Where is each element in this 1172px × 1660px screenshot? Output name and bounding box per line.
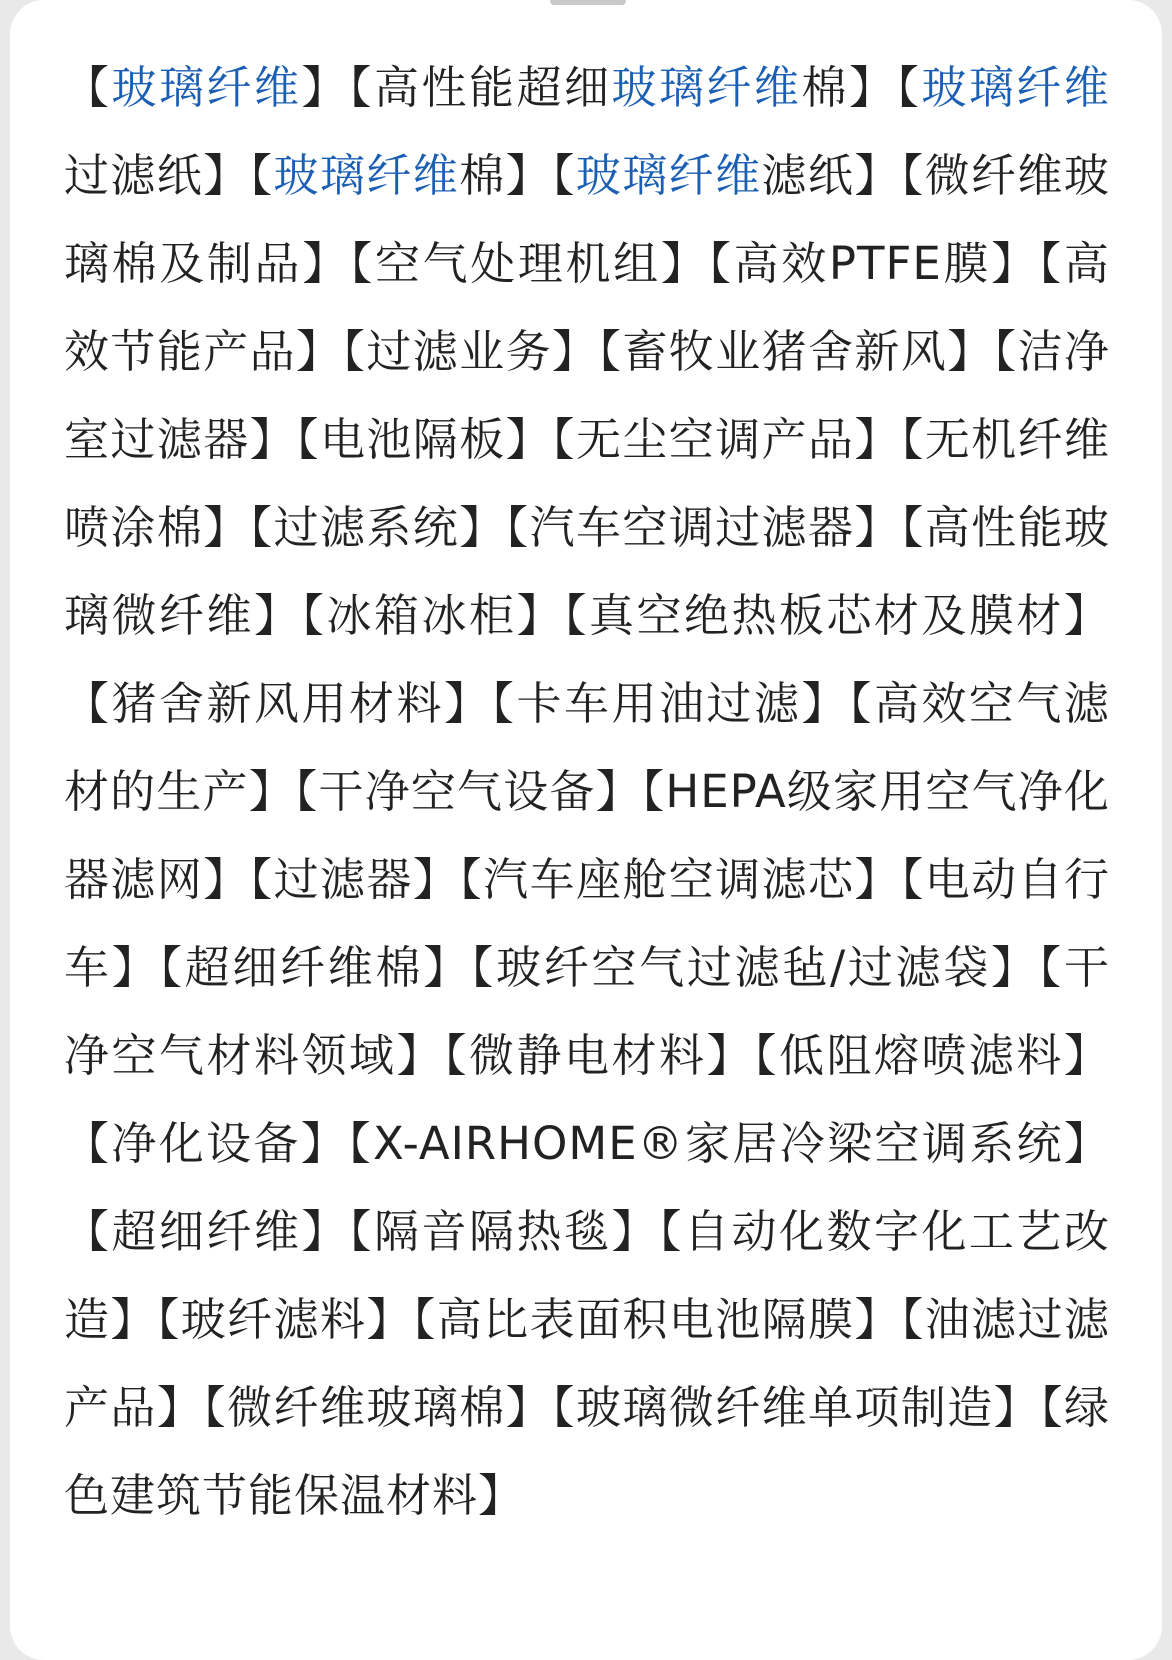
business-tag[interactable]: 【低阻熔喷滤料】 [753, 1029, 1110, 1082]
business-tag-list [64, 44, 1110, 1540]
business-tag[interactable]: 【玻璃微纤维单项制造】 [552, 1381, 1041, 1434]
tag-text: 洁净室过滤器 [64, 325, 1110, 466]
tag-text: 汽车空调过滤器 [529, 501, 855, 554]
tag-text: 棉 [459, 149, 506, 202]
tag-text: 卡车用油过滤 [516, 677, 802, 730]
bottom-sheet [10, 0, 1162, 1660]
business-tag[interactable]: 【洁净室过滤器】 [64, 325, 1110, 466]
business-tag[interactable]: 【真空绝热板芯材及膜材】 [563, 589, 1110, 642]
tag-text: 玻纤空气过滤毡/过滤袋 [496, 941, 992, 994]
business-tag[interactable]: 【汽车座舱空调滤芯】 [459, 853, 901, 906]
tag-text: 高性能玻璃微纤维 [64, 501, 1110, 642]
search-keyword-highlight: 玻璃纤维 [575, 149, 762, 202]
tag-text: 过滤系统 [273, 501, 460, 554]
business-tag[interactable]: 【隔音隔热毯】 [348, 1205, 659, 1258]
tag-text: 过滤业务 [366, 325, 553, 378]
business-tag[interactable]: 【自动化数字化工艺改造】 [64, 1205, 1110, 1346]
tag-text: 超细纤维 [111, 1205, 302, 1258]
tag-text: 隔音隔热毯 [373, 1205, 612, 1258]
business-tag[interactable]: 【微静电材料】 [443, 1029, 754, 1082]
business-tag[interactable]: 【超细纤维棉】 [159, 941, 471, 994]
tag-text: 电动自行车 [64, 853, 1110, 994]
tag-text: 过滤纸 [64, 149, 204, 202]
tag-text: 高比表面积电池隔膜 [436, 1293, 855, 1346]
business-tag[interactable]: 【高比表面积电池隔膜】 [412, 1293, 901, 1346]
tag-text: 滤纸 [761, 149, 855, 202]
tag-text: 真空绝热板芯材及膜材 [588, 589, 1064, 642]
business-tag[interactable]: 【冰箱冰柜】 [301, 589, 564, 642]
business-tag[interactable]: 【高效节能产品】 [64, 237, 1110, 378]
business-tag[interactable]: 【微纤维玻璃棉及制品】 [64, 149, 1110, 290]
tag-text: 空气处理机组 [374, 237, 661, 290]
business-tag[interactable]: 【高效空气滤材的生产】 [64, 677, 1110, 818]
tag-text: 猪舍新风用材料 [111, 677, 444, 730]
tag-text: X-AIRHOME®家居冷梁空调系统 [373, 1117, 1064, 1170]
business-tag[interactable]: 【玻璃纤维滤纸】 [551, 149, 901, 202]
business-tag[interactable]: 【空气处理机组】 [349, 237, 709, 290]
tag-text: 高性能超细 [373, 61, 612, 114]
business-tag[interactable]: 【无尘空调产品】 [552, 413, 901, 466]
tag-text: 棉 [801, 61, 849, 114]
business-tag[interactable]: 【玻璃纤维过滤纸】 [64, 61, 1110, 202]
business-tag[interactable]: 【玻璃纤维】 [64, 61, 349, 114]
tag-text: 高效PTFE膜 [733, 237, 992, 290]
business-tag[interactable]: 【玻纤滤料】 [156, 1293, 413, 1346]
business-tag[interactable]: 【超细纤维】 [64, 1205, 349, 1258]
business-tag[interactable]: 【畜牧业猪舍新风】 [598, 325, 994, 378]
search-keyword-highlight: 玻璃纤维 [111, 61, 302, 114]
business-tag[interactable]: 【油滤过滤产品】 [64, 1293, 1110, 1434]
tag-text: 油滤过滤产品 [64, 1293, 1110, 1434]
business-tag[interactable]: 【猪舍新风用材料】 [64, 677, 492, 730]
business-tag[interactable]: 【卡车用油过滤】 [491, 677, 849, 730]
tag-text: 玻纤滤料 [180, 1293, 367, 1346]
business-tag[interactable]: 【微纤维玻璃棉】 [203, 1381, 553, 1434]
tag-text: 过滤器 [273, 853, 413, 906]
business-tag[interactable]: 【绿色建筑节能保温材料】 [64, 1381, 1110, 1522]
tag-text: 电池隔板 [319, 413, 506, 466]
tag-text: 自动化数字化工艺改造 [64, 1205, 1110, 1346]
tag-text: 微纤维玻璃棉 [227, 1381, 506, 1434]
drag-handle[interactable] [550, 0, 626, 5]
business-tag[interactable]: 【无机纤维喷涂棉】 [64, 413, 1110, 554]
business-tag[interactable]: 【X-AIRHOME®家居冷梁空调系统】 [348, 1117, 1110, 1170]
business-tag[interactable]: 【电池隔板】 [296, 413, 553, 466]
business-tag[interactable]: 【汽车空调过滤器】 [505, 501, 901, 554]
tag-text: 超细纤维棉 [184, 941, 424, 994]
business-tag[interactable]: 【干净空气设备】 [294, 765, 642, 818]
tag-text: 高效空气滤材的生产 [64, 677, 1110, 818]
search-keyword-highlight: 玻璃纤维 [273, 149, 460, 202]
tag-text: 畜牧业猪舍新风 [622, 325, 948, 378]
tag-text: 微静电材料 [468, 1029, 707, 1082]
business-tag[interactable]: 【高性能超细玻璃纤维棉】 [348, 61, 897, 114]
tag-text: 净化设备 [111, 1117, 301, 1170]
tag-text: 干净空气设备 [318, 765, 596, 818]
business-tag[interactable]: 【电动自行车】 [64, 853, 1110, 994]
tag-text: 微纤维玻璃棉及制品 [64, 149, 1110, 290]
tag-text: 无尘空调产品 [575, 413, 855, 466]
business-tag[interactable]: 【高效PTFE膜】 [708, 237, 1039, 290]
tag-text: 汽车座舱空调滤芯 [483, 853, 855, 906]
tag-text: 冰箱冰柜 [326, 589, 517, 642]
business-tag[interactable]: 【净化设备】 [64, 1117, 349, 1170]
tag-text: 无机纤维喷涂棉 [64, 413, 1110, 554]
tag-text: 绿色建筑节能保温材料 [64, 1381, 1110, 1522]
tag-text: HEPA级家用空气净化器滤网 [64, 765, 1110, 906]
search-keyword-highlight: 玻璃纤维 [611, 61, 802, 114]
search-keyword-highlight: 玻璃纤维 [921, 61, 1110, 114]
business-tag[interactable]: 【HEPA级家用空气净化器滤网】 [64, 765, 1110, 906]
tag-text: 干净空气材料领域 [64, 941, 1110, 1082]
tag-text: 低阻熔喷滤料 [778, 1029, 1064, 1082]
business-tag[interactable]: 【玻纤空气过滤毡/过滤袋】 [470, 941, 1039, 994]
tag-text: 高效节能产品 [64, 237, 1110, 378]
business-tag[interactable]: 【过滤系统】 [249, 501, 506, 554]
business-tag[interactable]: 【玻璃纤维棉】 [249, 149, 552, 202]
business-tag[interactable]: 【干净空气材料领域】 [64, 941, 1110, 1082]
business-tag[interactable]: 【过滤业务】 [342, 325, 599, 378]
tag-text: 玻璃微纤维单项制造 [575, 1381, 994, 1434]
business-tag[interactable]: 【高性能玻璃微纤维】 [64, 501, 1110, 642]
business-tag[interactable]: 【过滤器】 [249, 853, 460, 906]
